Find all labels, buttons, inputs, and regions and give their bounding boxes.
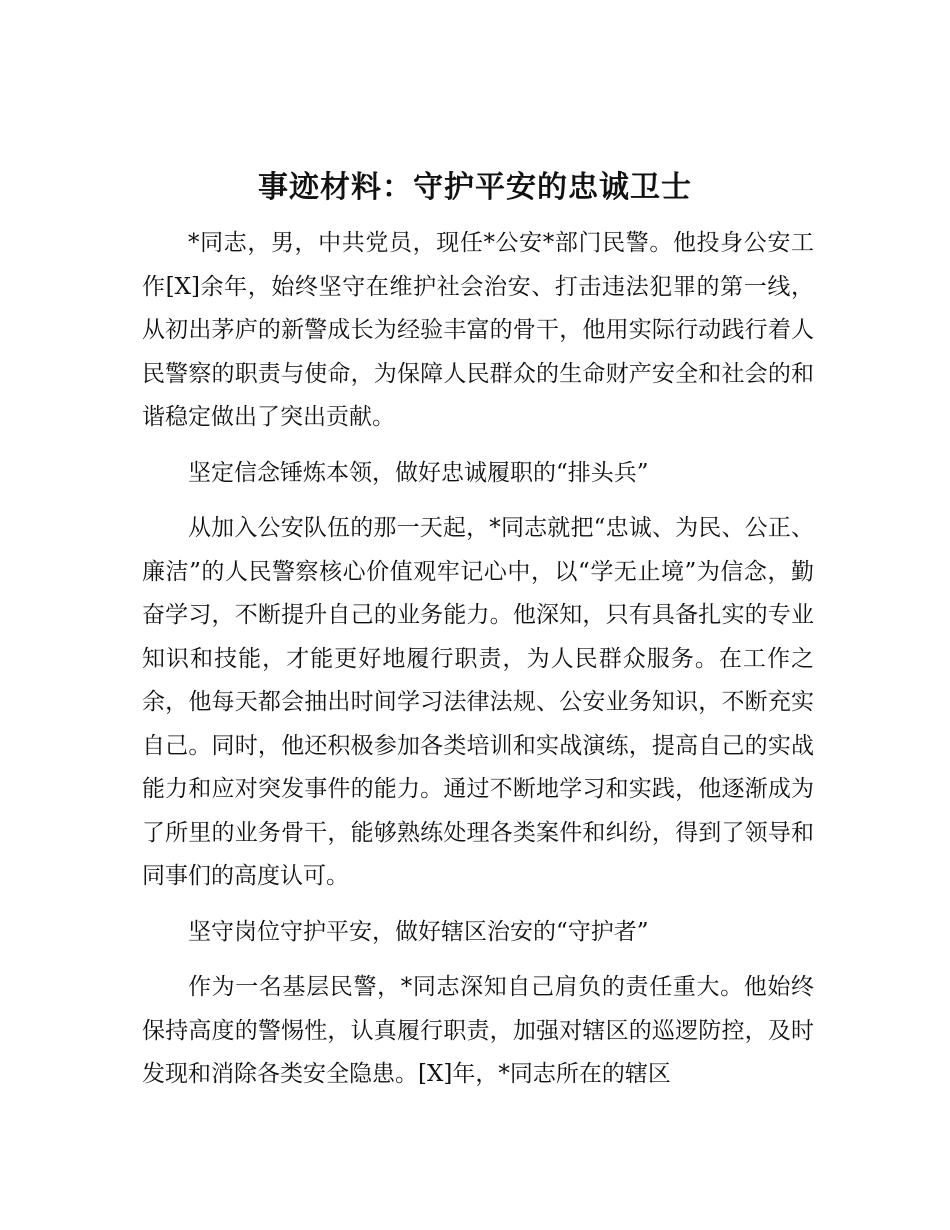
document-title: 事迹材料：守护平安的忠诚卫士: [258, 170, 692, 205]
section-2-paragraph: 作为一名基层民警，*同志深知自己肩负的责任重大。他始终保持高度的警惕性，认真履行职责，加强对辖区的巡逻防控，及时发现和消除各类安全隐患。[X]年，*同志所在的辖区: [142, 974, 814, 1087]
intro-paragraph: *同志，男，中共党员，现任*公安*部门民警。他投身公安工作[X]余年，始终坚守在维护社会治安、打击违法犯罪的第一线，从初出茅庐的新警成长为经验丰富的骨干，他用实际行动践行着人民警察的职责与使命，为保障人民群众的生命财产安全和社会的和谐稳定做出了突出贡献。: [142, 230, 814, 430]
section-heading-2: 坚守岗位守护平安，做好辖区治安的“守护者”: [188, 918, 649, 945]
document-body: [142, 222, 814, 1097]
section-heading-1: 坚定信念锤炼本领，做好忠诚履职的“排头兵”: [188, 459, 649, 486]
section-1-paragraph: 从加入公安队伍的那一天起，*同志就把“忠诚、为民、公正、廉洁”的人民警察核心价值观牢记心中，以“学无止境”为信念，勤奋学习，不断提升自己的业务能力。他深知，只有具备扎实的专业知识和技能，才能更好地履行职责，为人民群众服务。在工作之余，他每天都会抽出时间学习法律法规、公安业务知识，不断充实自己。同时，他还积极参加各类培训和实战演练，提高自己的实战能力和应对突发事件的能力。通过不断地学习和实践，他逐渐成为了所里的业务骨干，能够熟练处理各类案件和纠纷，得到了领导和同事们的高度认可。: [142, 515, 814, 889]
